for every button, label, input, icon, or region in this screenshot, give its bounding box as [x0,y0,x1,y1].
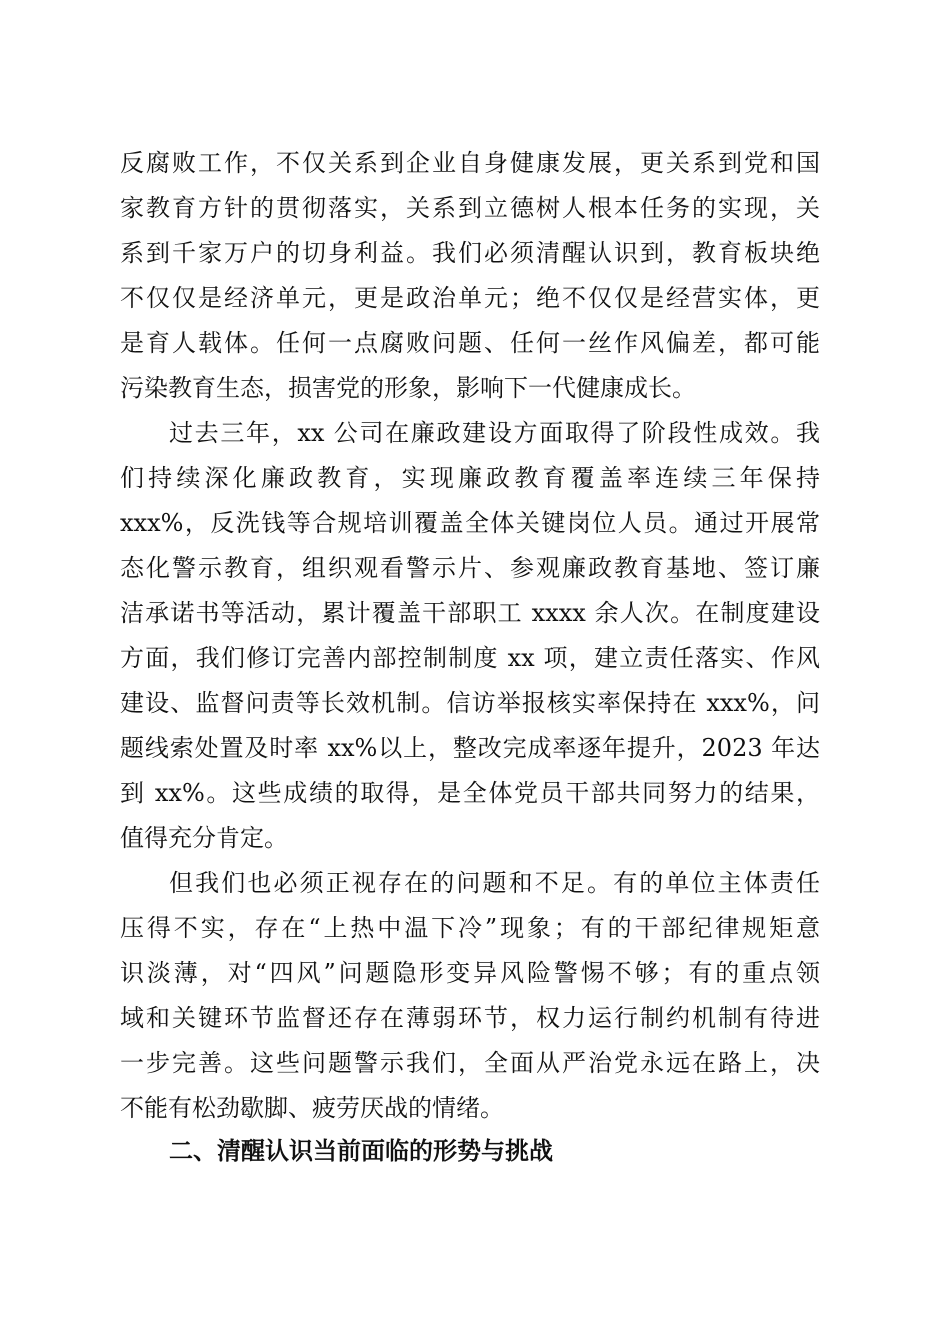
paragraph-line: 态化警示教育，组织观看警示片、参观廉政教育基地、签订廉 [120,554,820,582]
paragraph-line: 但我们也必须正视存在的问题和不足。有的单位主体责任 [169,869,820,897]
paragraph-line: 建设、监督问责等长效机制。信访举报核实率保持在 xxx%，问 [120,689,820,717]
paragraph-line: 识淡薄，对“四风”问题隐形变异风险警惕不够；有的重点领 [120,959,820,987]
paragraph-line: 过去三年，xx 公司在廉政建设方面取得了阶段性成效。我 [169,419,820,447]
paragraph-line: 一步完善。这些问题警示我们，全面从严治党永远在路上，决 [120,1049,820,1077]
paragraph-line: 压得不实，存在“上热中温下冷”现象；有的干部纪律规矩意 [120,914,820,942]
paragraph-line: 不仅仅是经济单元，更是政治单元；绝不仅仅是经营实体，更 [120,284,820,312]
paragraph-line: 域和关键环节监督还存在薄弱环节，权力运行制约机制有待进 [120,1004,820,1032]
paragraph-line: 洁承诺书等活动，累计覆盖干部职工 xxxx 余人次。在制度建设 [120,599,820,627]
paragraph-line: 是育人载体。任何一点腐败问题、任何一丝作风偏差，都可能 [120,329,820,357]
paragraph-line: 值得充分肯定。 [120,824,288,852]
paragraph-line: 们持续深化廉政教育，实现廉政教育覆盖率连续三年保持 [120,464,820,492]
paragraph-line: 题线索处置及时率 xx%以上，整改完成率逐年提升，2023 年达 [120,734,820,762]
paragraph-line: 到 xx%。这些成绩的取得，是全体党员干部共同努力的结果， [120,779,820,807]
paragraph-line: 污染教育生态，损害党的形象，影响下一代健康成长。 [120,374,696,402]
paragraph-line: 系到千家万户的切身利益。我们必须清醒认识到，教育板块绝 [120,239,820,267]
paragraph-line: 家教育方针的贯彻落实，关系到立德树人根本任务的实现，关 [120,194,820,222]
section-heading: 二、清醒认识当前面临的形势与挑战 [169,1137,553,1165]
paragraph-line: 反腐败工作，不仅关系到企业自身健康发展，更关系到党和国 [120,149,820,177]
paragraph-line: 不能有松劲歇脚、疲劳厌战的情绪。 [120,1094,504,1122]
paragraph-line: 方面，我们修订完善内部控制制度 xx 项，建立责任落实、作风 [120,644,820,672]
paragraph-line: xxx%，反洗钱等合规培训覆盖全体关键岗位人员。通过开展常 [120,509,820,537]
